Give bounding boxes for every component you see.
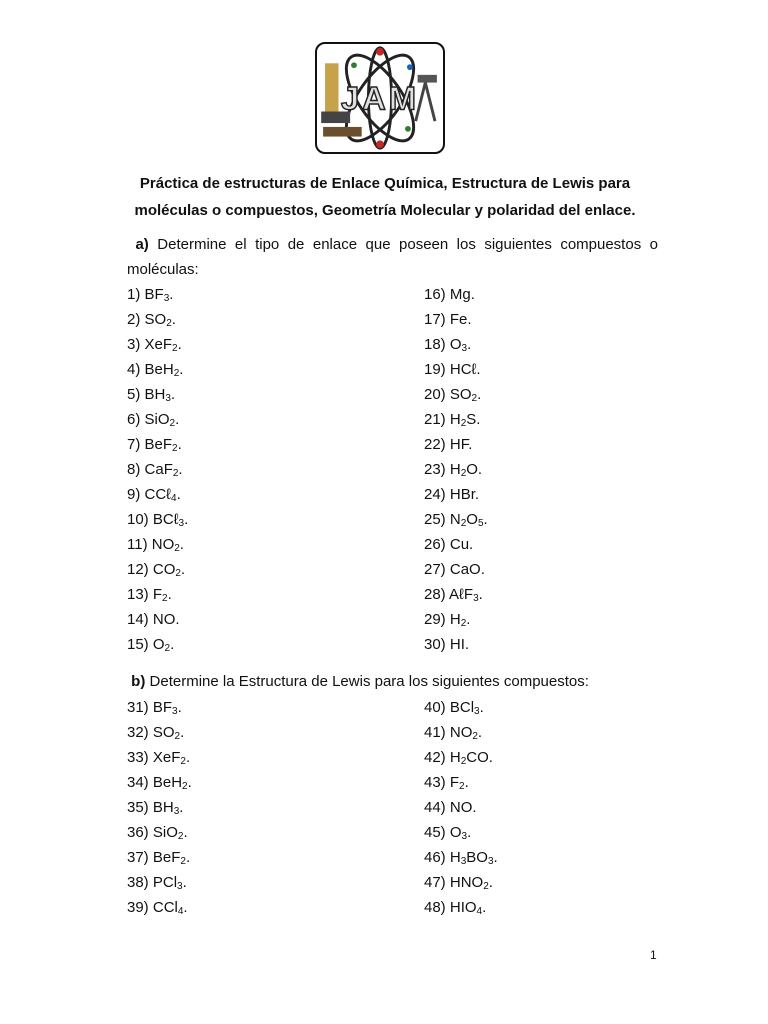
formula: NO. (449, 799, 477, 816)
list-item: 36) SiO$_2$. (127, 824, 188, 842)
document-title: Práctica de estructuras de Enlace Química, Estructura de Lewis para moléculas o compuestos, Geometría Molecular y polaridad del enlace. (134, 175, 636, 219)
formula: $N_2O_5$. (449, 511, 488, 529)
list-item: 37) BeF$_2$. (127, 849, 191, 867)
section-a-right-column (424, 282, 488, 657)
list-item: 4) BeH$_2$. (127, 361, 184, 379)
list-item: 38) PCl$_3$. (127, 874, 187, 892)
list-item: 10) BCℓ$_3$. (127, 511, 189, 529)
section-b-right-column (424, 695, 498, 920)
list-item: 40) BCl$_3$. (424, 699, 484, 717)
list-item: 18) $O_3$. (424, 336, 472, 354)
formula: HI. (449, 636, 470, 653)
formula: $F_2$. (152, 586, 172, 604)
formula: NO. (152, 611, 180, 628)
formula: $BH_3$. (152, 799, 184, 817)
list-item: 41) $NO_2$. (424, 724, 483, 742)
formula: SiO$_2$. (152, 824, 188, 842)
formula: $BF_3$. (144, 286, 174, 304)
list-item: 45) $O_3$. (424, 824, 472, 842)
formula: $CO_2$. (152, 561, 186, 579)
list-item: 43) $F_2$. (424, 774, 469, 792)
formula: BCl$_3$. (449, 699, 484, 717)
list-item: 9) CCℓ$_4$. (127, 486, 181, 504)
list-item: 20) $SO_2$. (424, 386, 482, 404)
list-item: 27) CaO. (424, 561, 485, 578)
formula: $BH_3$. (144, 386, 176, 404)
list-item: 8) CaF$_2$. (127, 461, 183, 479)
list-item: 11) $NO_2$. (127, 536, 184, 554)
list-item: 47) $HNO_2$. (424, 874, 493, 892)
list-item: 13) $F_2$. (127, 586, 172, 604)
list-item: 42) $H_2CO$. (424, 749, 493, 767)
formula: $HNO_2$. (449, 874, 493, 892)
formula: $NO_2$. (449, 724, 483, 742)
formula: $SO_2$. (152, 724, 185, 742)
list-item: 24) HBr. (424, 486, 480, 503)
list-item: 29) $H_2$. (424, 611, 471, 629)
list-item: 22) HF. (424, 436, 473, 453)
list-item: 17) Fe. (424, 311, 472, 328)
list-item: 39) CCl$_4$. (127, 899, 188, 917)
list-item: 7) BeF$_2$. (127, 436, 182, 454)
formula: $H_3BO_3$. (449, 849, 498, 867)
list-item: 16) Mg. (424, 286, 475, 303)
page-number: 1 (650, 948, 657, 962)
formula: CaO. (449, 561, 485, 578)
list-item: 23) $H_2O$. (424, 461, 483, 479)
formula: HBr. (449, 486, 480, 503)
section-b-instruction (127, 669, 658, 694)
list-item: 48) $HIO_4$. (424, 899, 487, 917)
list-item: 15) $O_2$. (127, 636, 175, 654)
list-item: 6) SiO$_2$. (127, 411, 180, 429)
list-item: 33) XeF$_2$. (127, 749, 191, 767)
formula: Cu. (449, 536, 474, 553)
formula: Mg. (449, 286, 475, 303)
formula: AℓF$_3$. (449, 586, 483, 604)
formula: BCℓ$_3$. (152, 511, 189, 529)
formula: $H_2CO$. (449, 749, 493, 767)
formula: HF. (449, 436, 473, 453)
list-item: 14) NO. (127, 611, 180, 628)
formula: CCℓ$_4$. (144, 486, 181, 504)
jam-logo (315, 42, 445, 154)
formula: $H_2S$. (449, 411, 481, 429)
formula: XeF$_2$. (144, 336, 182, 354)
formula: Fe. (449, 311, 472, 328)
list-item: 46) $H_3BO_3$. (424, 849, 498, 867)
section-b-label: b) (131, 673, 146, 690)
formula: BeH$_2$. (144, 361, 184, 379)
formula: BeH$_2$. (152, 774, 192, 792)
list-item: 2) $SO_2$. (127, 311, 176, 329)
formula: SiO$_2$. (144, 411, 180, 429)
section-b-text: Determine la Estructura de Lewis para los siguientes compuestos: (149, 673, 589, 690)
formula: $HIO_4$. (449, 899, 487, 917)
list-item: 21) $H_2S$. (424, 411, 481, 429)
formula: BeF$_2$. (144, 436, 182, 454)
list-item: 35) $BH_3$. (127, 799, 184, 817)
formula: BeF$_2$. (152, 849, 191, 867)
formula: $H_2O$. (449, 461, 483, 479)
formula: $O_2$. (152, 636, 175, 654)
section-a-instruction (127, 232, 658, 282)
list-item: 1) $BF_3$. (127, 286, 174, 304)
list-item: 25) $N_2O_5$. (424, 511, 488, 529)
formula: $F_2$. (449, 774, 469, 792)
formula: $SO_2$. (144, 311, 176, 329)
formula: HCℓ. (449, 361, 481, 378)
formula: CaF$_2$. (144, 461, 183, 479)
list-item: 19) HCℓ. (424, 361, 481, 378)
list-item: 28) AℓF$_3$. (424, 586, 483, 604)
formula: $NO_2$. (151, 536, 184, 554)
list-item: 12) $CO_2$. (127, 561, 186, 579)
list-item: 31) $BF_3$. (127, 699, 182, 717)
section-a-left-column (127, 282, 188, 657)
list-item: 26) Cu. (424, 536, 474, 553)
formula: $H_2$. (449, 611, 471, 629)
list-item: 30) HI. (424, 636, 470, 653)
section-b-left-column (127, 695, 192, 920)
list-item: 5) $BH_3$. (127, 386, 176, 404)
formula: $O_3$. (449, 336, 472, 354)
formula: XeF$_2$. (152, 749, 191, 767)
list-item: 32) $SO_2$. (127, 724, 185, 742)
formula: PCl$_3$. (152, 874, 187, 892)
formula: $BF_3$. (152, 699, 182, 717)
formula: $SO_2$. (449, 386, 482, 404)
section-a-text: Determine el tipo de enlace que poseen los siguientes compuestos o moléculas: (127, 236, 658, 278)
formula: CCl$_4$. (152, 899, 188, 917)
atom-logo-icon (317, 44, 443, 152)
section-a-label: a) (135, 236, 149, 253)
list-item: 34) BeH$_2$. (127, 774, 192, 792)
logo-text: JAM (341, 79, 419, 117)
list-item: 44) NO. (424, 799, 477, 816)
formula: $O_3$. (449, 824, 472, 842)
list-item: 3) XeF$_2$. (127, 336, 182, 354)
